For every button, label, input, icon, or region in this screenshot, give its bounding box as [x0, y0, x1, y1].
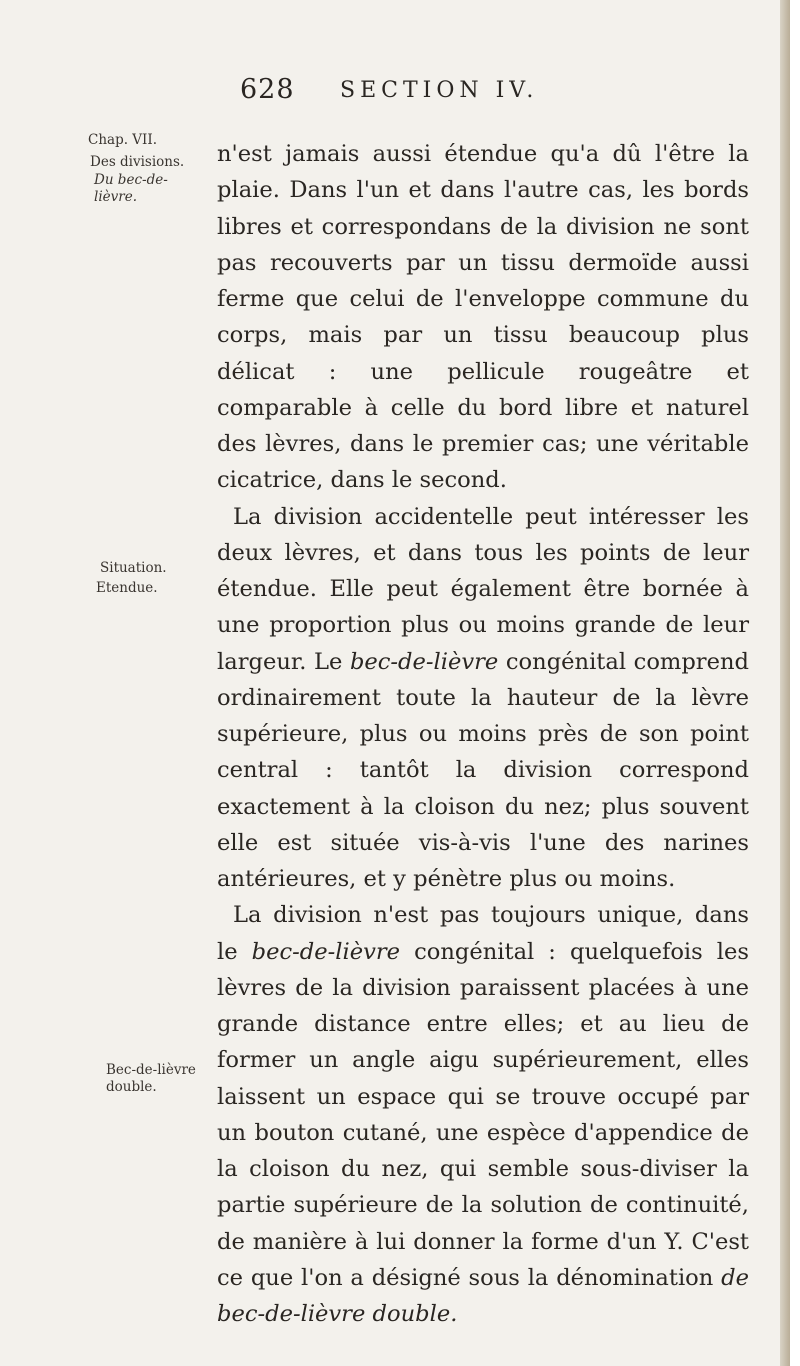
page-edge [780, 0, 790, 1366]
margin-note-divisions: Des divisions. [90, 154, 185, 170]
paragraph-3 [217, 897, 749, 1332]
paragraph-1-text: n'est jamais aussi étendue qu'a dû l'être la plaie. Dans l'un et dans l'autre cas, les bords libres et correspondans de la division ne sont pas recouverts par un tissu dermoïde aussi ferme que celui de l'enveloppe commune du corps, mais par un tissu beaucoup plus délicat : une pellicule rougeâtre et comparable à celle du bord libre et naturel des lèvres, dans le premier cas; une véritable cicatrice, dans le second. [217, 141, 749, 494]
margin-note-bec-de-lievre: Du bec-de-lièvre. [94, 172, 168, 205]
section-title: SECTION IV. [340, 78, 539, 103]
paragraph-1 [217, 136, 749, 499]
paragraph-3-term-double: de bec-de-lièvre double. [217, 1264, 749, 1327]
paragraph-2-text-b: congénital comprend ordinairement toute la hauteur de la lèvre supérieure, plus ou moins près de son point central : tantôt la division correspond exactement à la cloison du nez; plus souvent elle est située vis-à-vis l'une des narines antérieures, et y pénètre plus ou moins. [217, 648, 749, 892]
body-text [217, 136, 749, 1332]
paragraph-2-text-a: La division accidentelle peut intéresser les deux lèvres, et dans tous les points de leur étendue. Elle peut également être bornée à une proportion plus ou moins grande de leur largeur. Le [217, 503, 749, 675]
paragraph-2-term: bec-de-lièvre [349, 648, 499, 675]
running-head [0, 72, 790, 112]
margin-note-chapter: Chap. VII. [88, 132, 158, 148]
margin-note-bec-de-lievre-double: Bec-de-lièvre double. [106, 1062, 196, 1095]
page-number: 628 [240, 74, 295, 105]
paragraph-3-text-a: La division n'est pas toujours unique, dans le [217, 902, 749, 965]
paragraph-3-text-b: congénital : quelquefois les lèvres de la division paraissent placées à une grande distance entre elles; et au lieu de former un angle aigu supérieurement, elles laissent un espace qui se trouve occupé par un bouton cutané, une espèce d'appendice de la cloison du nez, qui semble sous-diviser la partie supérieure de la solution de continuité, de manière à lui donner la forme d'un Y. C'est ce que l'on a désigné sous la dénomination [217, 938, 749, 1291]
margin-note-etendue: Etendue. [96, 580, 158, 596]
paragraph-3-term: bec-de-lièvre [251, 938, 401, 965]
paragraph-2 [217, 499, 749, 898]
margin-note-situation: Situation. [100, 560, 167, 576]
